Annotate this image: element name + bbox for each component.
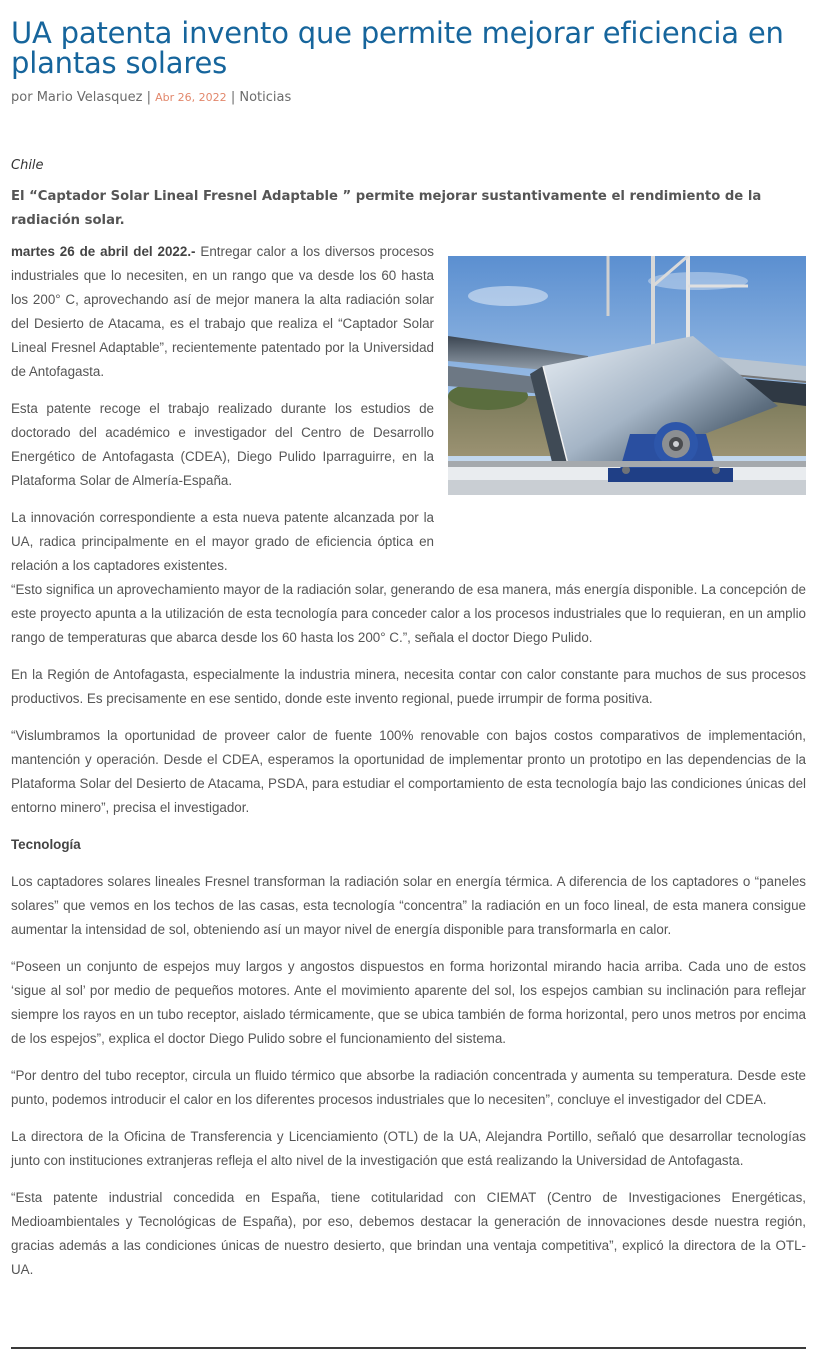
paragraph-8: “Poseen un conjunto de espejos muy largos y angostos dispuestos en forma horizontal mirando hacia arriba. Cada uno de estos ‘sigue al sol’ por medio de pequeños motores. Ante el movimiento aparente del sol, los espejos cambian su inclinación para reflejar siempre los rayos en un tubo receptor, aislado térmicamente, que se ubica también de forma horizontal, pero unos metros por encima de los espejos”, explica el doctor Diego Pulido sobre el funcionamiento del sistema. xyxy=(11,959,806,1046)
dateline: martes 26 de abril del 2022.- xyxy=(11,244,196,259)
article-body xyxy=(11,240,806,1282)
byline xyxy=(11,89,806,107)
article xyxy=(11,0,806,1295)
paragraph-1-text: Entregar calor a los diversos procesos industriales que lo necesiten, en un rango que va desde los 60 hasta los 200° C, aprovechando así de mejor manera la alta radiación solar del Desierto de Atacama, es el trabajo que realiza el “Captador Solar Lineal Fresnel Adaptable”, recientemente patentado por la Universidad de Antofagasta. xyxy=(11,244,434,379)
article-title: UA patenta invento que permite mejorar eficiencia en plantas solares xyxy=(11,16,784,80)
byline-prefix: por xyxy=(11,90,33,105)
article-lead: El “Captador Solar Lineal Fresnel Adaptable ” permite mejorar sustantivamente el rendimiento de la radiación solar. xyxy=(11,189,762,228)
section-heading: Tecnología xyxy=(11,837,81,852)
bottom-divider xyxy=(11,1347,806,1349)
solar-collector-photo xyxy=(448,256,806,495)
paragraph-6: “Vislumbramos la oportunidad de proveer calor de fuente 100% renovable con bajos costos comparativos de implementación, mantención y operación. Desde el CDEA, esperamos la oportunidad de implementar pronto un prototipo en las dependencias de la Plataforma Solar del Desierto de Atacama, PSDA, para estudiar el comportamiento de esta tecnología bajo las condiciones únicas del entorno minero”, precisa el investigador. xyxy=(11,728,806,815)
category-link[interactable]: Noticias xyxy=(239,90,292,105)
paragraph-2: Esta patente recoge el trabajo realizado durante los estudios de doctorado del académico e investigador del Centro de Desarrollo Energético de Antofagasta (CDEA), Diego Pulido Iparraguirre, en la Plataforma Solar de Almería-España. xyxy=(11,401,434,488)
paragraph-5: En la Región de Antofagasta, especialmente la industria minera, necesita contar con calor constante para muchos de sus procesos productivos. Es precisamente en ese sentido, donde este invento regional, puede irrumpir de forma positiva. xyxy=(11,667,806,706)
left-column xyxy=(11,240,434,578)
country-label: Chile xyxy=(11,158,44,173)
author-link[interactable]: Mario Velasquez xyxy=(36,90,143,105)
paragraph-1 xyxy=(11,240,434,384)
paragraph-11: “Esta patente industrial concedida en España, tiene cotitularidad con CIEMAT (Centro de Investigaciones Energéticas, Medioambientales y Tecnológicas de España), por eso, debemos destacar la generación de innovaciones desde nuestra región, gracias además a las condiciones únicas de nuestro desierto, que brindan una ventaja competitiva”, explicó la directora de la OTL-UA. xyxy=(11,1190,806,1277)
paragraph-4: “Esto significa un aprovechamiento mayor de la radiación solar, generando de esa manera, más energía disponible. La concepción de este proyecto apunta a la utilización de esta tecnología para conceder calor a los procesos industriales que lo requieran, en un amplio rango de temperaturas que abarca desde los 60 hasta los 200° C.”, señala el doctor Diego Pulido. xyxy=(11,582,806,645)
byline-separator: | xyxy=(230,90,236,105)
byline-separator: | xyxy=(146,90,152,105)
paragraph-3: La innovación correspondiente a esta nueva patente alcanzada por la UA, radica principalmente en el mayor grado de eficiencia óptica en relación a los captadores existentes. xyxy=(11,510,434,573)
publish-date: Abr 26, 2022 xyxy=(155,91,227,104)
paragraph-10: La directora de la Oficina de Transferencia y Licenciamiento (OTL) de la UA, Alejandra Portillo, señaló que desarrollar tecnologías junto con instituciones extranjeras refleja el alto nivel de la investigación que está realizando la Universidad de Antofagasta. xyxy=(11,1129,806,1168)
paragraph-9: “Por dentro del tubo receptor, circula un fluido térmico que absorbe la radiación concentrada y aumenta su temperatura. Desde este punto, podemos introducir el calor en los diferentes procesos industriales que lo necesiten”, concluye el investigador del CDEA. xyxy=(11,1068,806,1107)
paragraph-7: Los captadores solares lineales Fresnel transforman la radiación solar en energía térmica. A diferencia de los captadores o “paneles solares” que vemos en los techos de las casas, esta tecnología “concentra” la radiación en un foco lineal, de esta manera consigue aumentar la intensidad de sol, obteniendo así un mayor nivel de energía disponible para transformarla en calor. xyxy=(11,874,806,937)
article-photo xyxy=(448,256,806,495)
